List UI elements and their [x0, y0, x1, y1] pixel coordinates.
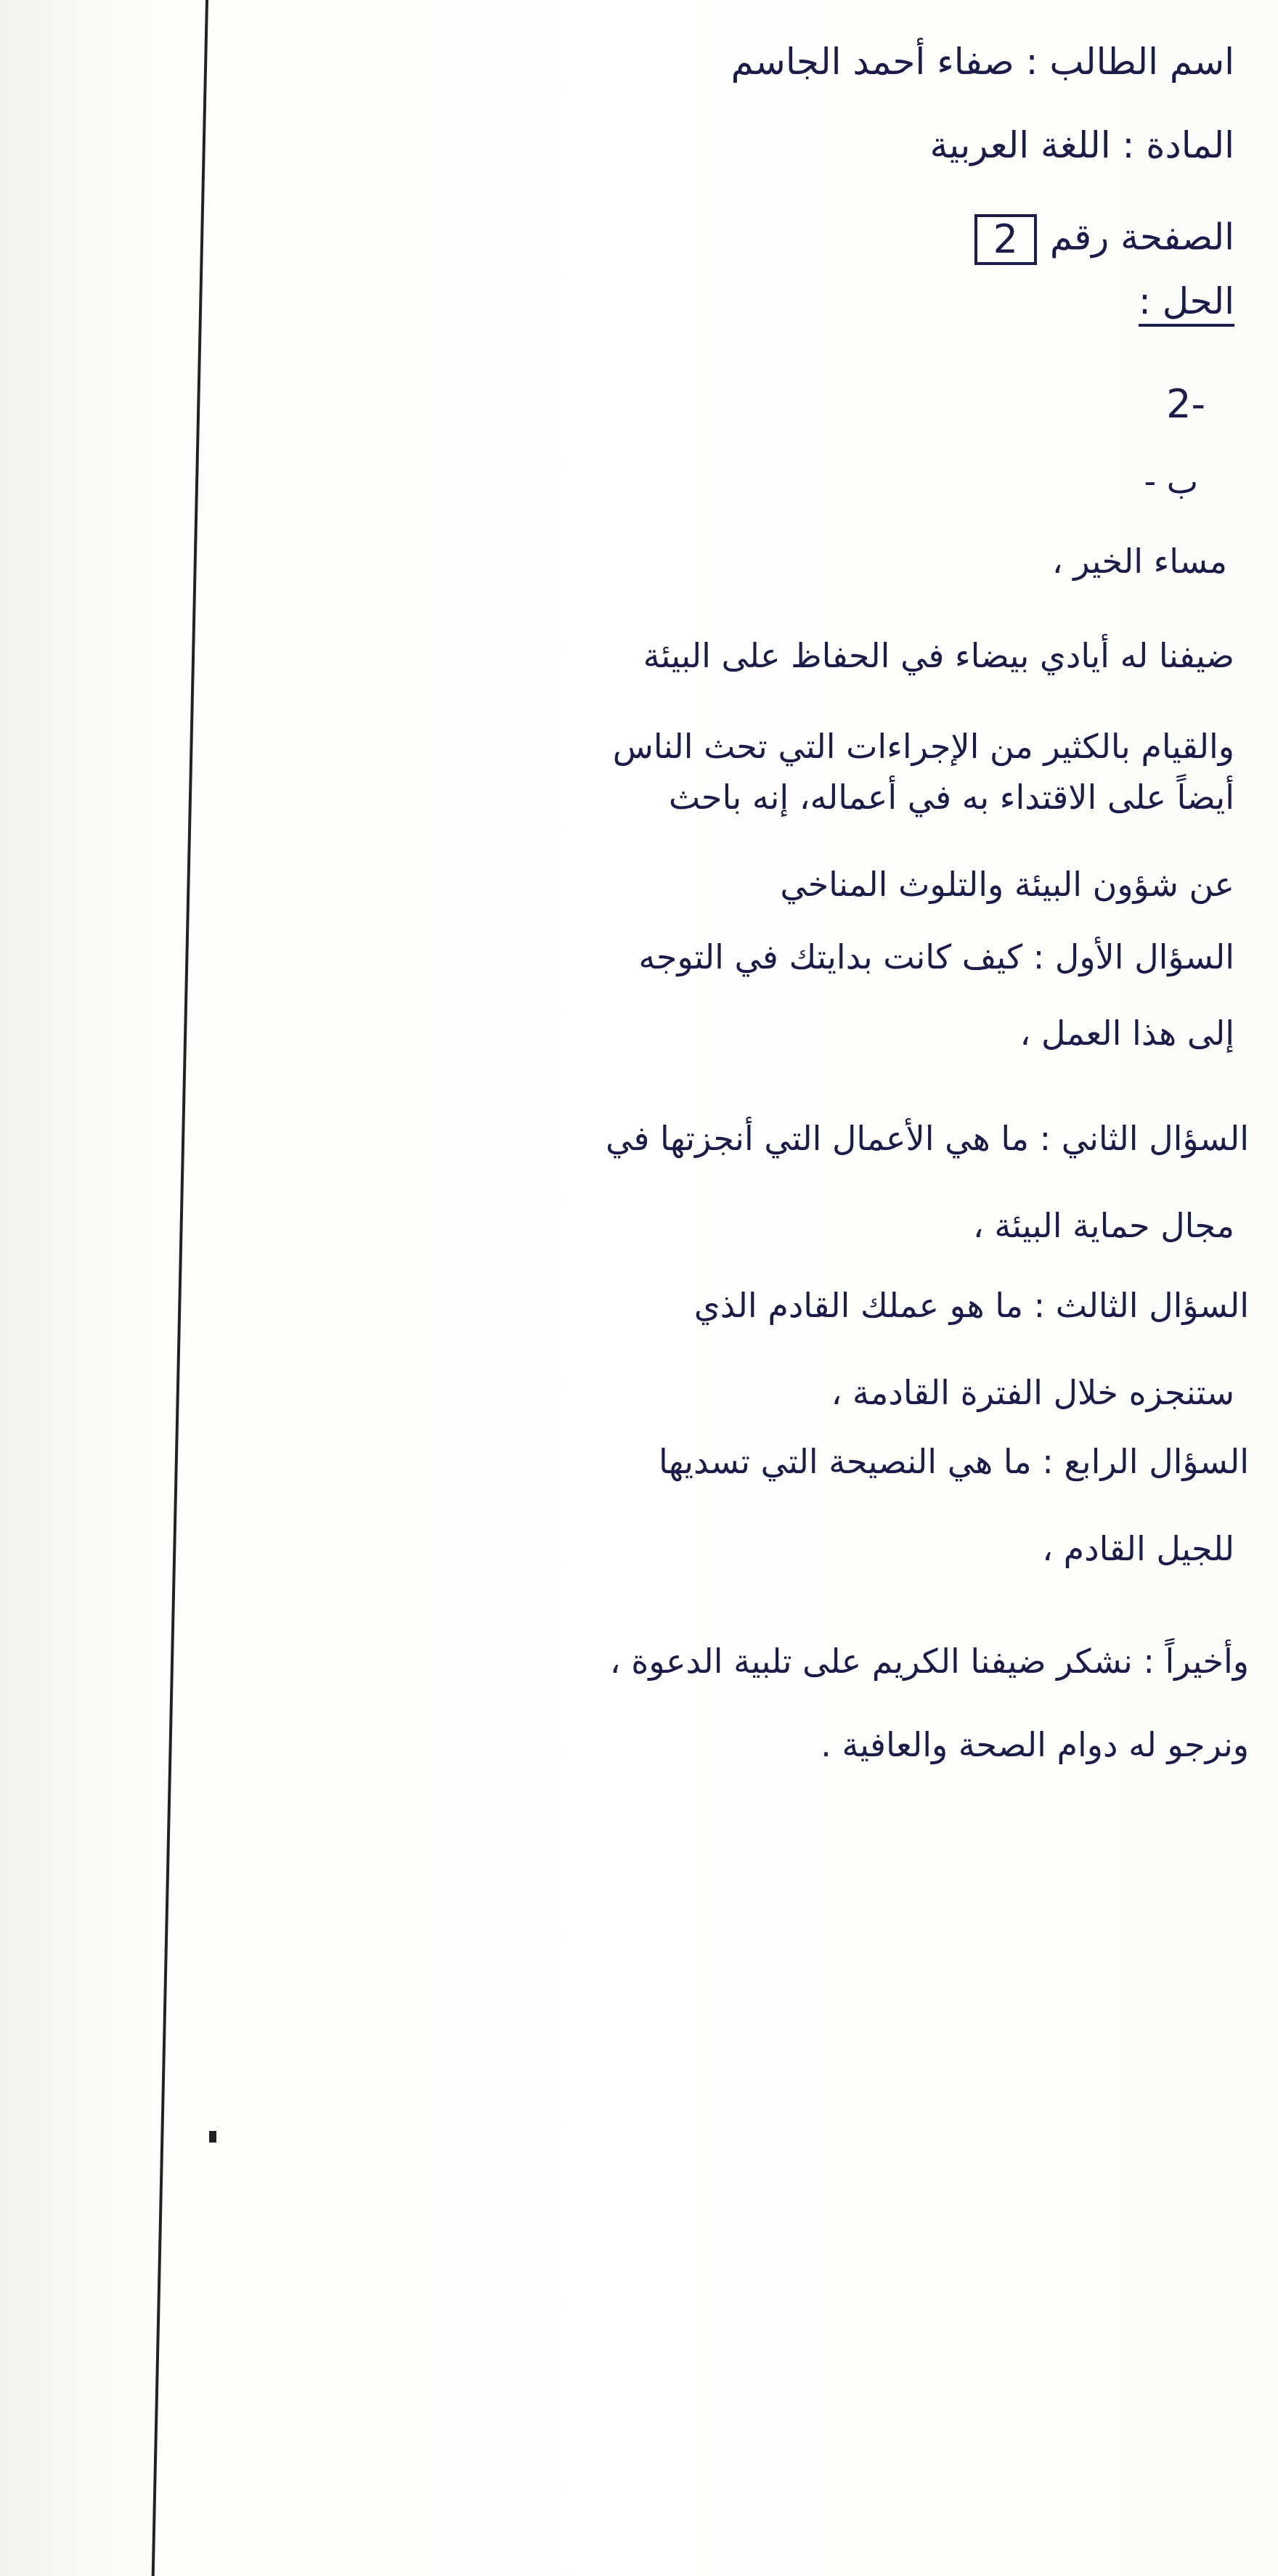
page-number-box: 2	[974, 214, 1037, 265]
body-line: ستنجزه خلال الفترة القادمة ،	[831, 1373, 1234, 1412]
body-line: والقيام بالكثير من الإجراءات التي تحث الناس	[612, 727, 1234, 766]
margin-mark	[209, 2131, 216, 2143]
body-line: مجال حماية البيئة ،	[972, 1206, 1234, 1245]
body-line: ونرجو له دوام الصحة والعافية .	[821, 1725, 1249, 1764]
body-line: السؤال الثالث : ما هو عملك القادم الذي	[693, 1286, 1249, 1325]
body-line: السؤال الأول : كيف كانت بدايتك في التوجه	[638, 937, 1234, 977]
body-line: السؤال الرابع : ما هي النصيحة التي تسديها	[659, 1442, 1249, 1481]
body-line: وأخيراً : نشكر ضيفنا الكريم على تلبية الدعوة ،	[609, 1642, 1249, 1681]
handwritten-content	[261, 0, 1249, 2576]
body-line: عن شؤون البيئة والتلوث المناخي	[780, 865, 1234, 904]
page-number-line	[974, 214, 1234, 265]
body-line: أيضاً على الاقتداء به في أعماله، إنه باحث	[668, 778, 1234, 817]
body-line: إلى هذا العمل ،	[1019, 1014, 1234, 1053]
body-line: ضيفنا له أيادي بيضاء في الحفاظ على البيئة	[643, 636, 1234, 675]
solution-label: الحل :	[1138, 280, 1234, 322]
page-label: الصفحة رقم	[1049, 216, 1234, 258]
margin-line	[152, 0, 208, 2576]
question-number: -2	[1166, 381, 1205, 427]
part-label: ب -	[1144, 462, 1198, 501]
body-line: للجيل القادم ،	[1042, 1529, 1234, 1568]
body-line: السؤال الثاني : ما هي الأعمال التي أنجزتها في	[606, 1119, 1249, 1158]
student-name: اسم الطالب : صفاء أحمد الجاسم	[730, 41, 1234, 83]
body-line: مساء الخير ،	[1051, 542, 1227, 581]
subject: المادة : اللغة العربية	[929, 124, 1234, 166]
